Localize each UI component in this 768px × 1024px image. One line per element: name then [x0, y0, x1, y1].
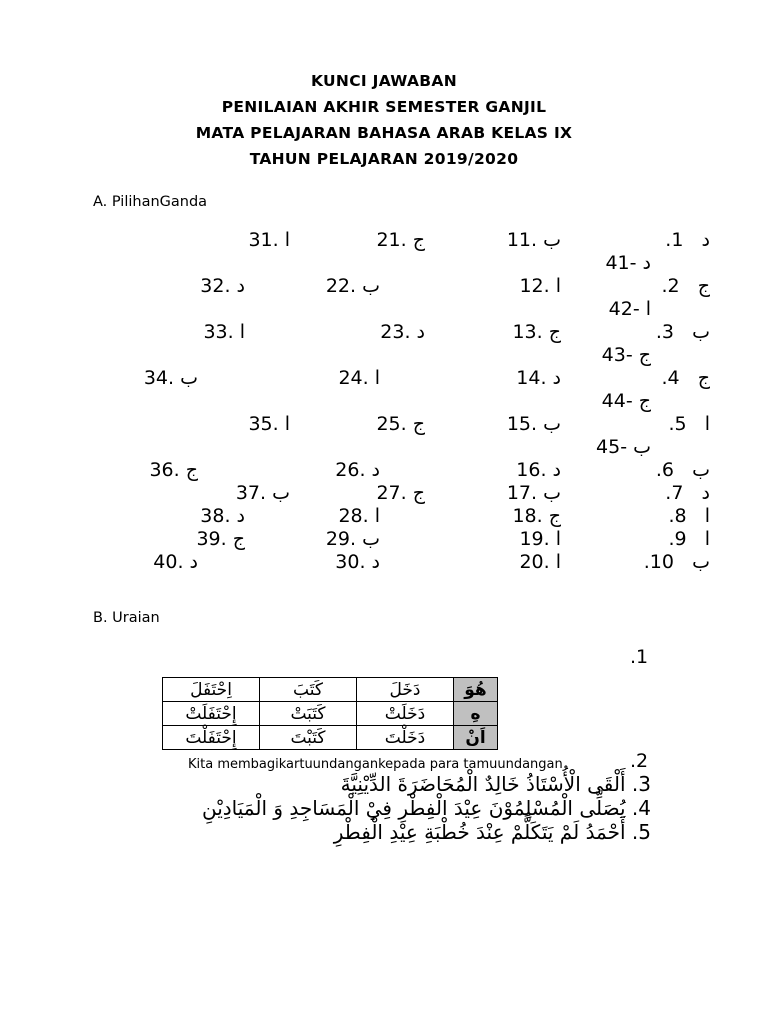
table-cell: كَتَبَتْ [260, 702, 357, 726]
answer-item: ا .35 [248, 413, 290, 435]
answer-item: .8 ا [668, 505, 710, 527]
table-cell: دَخَلْتَ [357, 726, 454, 750]
essay-answer-2: Kita membagikartuundangankepada para tamuundangan [188, 757, 563, 772]
answer-item: ب .29 [325, 528, 380, 550]
answer-item: ج .36 [149, 459, 198, 481]
answer-item: د .38 [200, 505, 245, 527]
answer-item: ب .17 [506, 482, 561, 504]
answer-item: .4 ج [661, 367, 710, 389]
table-row [163, 702, 498, 726]
answer-item: ا .31 [248, 229, 290, 251]
conjugation-table [162, 677, 498, 750]
answer-item: 44- ج [601, 390, 651, 412]
pronoun-cell: هِ [454, 702, 498, 726]
answer-item: .2 ج [661, 275, 710, 297]
answer-item: .9 ا [668, 528, 710, 550]
answer-item: ب .15 [506, 413, 561, 435]
answer-item: ا .12 [519, 275, 561, 297]
pronoun-cell: هُوَ [454, 678, 498, 702]
answer-item: ا .24 [338, 367, 380, 389]
pronoun-cell: اَنْ [454, 726, 498, 750]
table-cell: إِحْتَفَلَتْ [163, 702, 260, 726]
table-cell: اِحْتَفَلَ [163, 678, 260, 702]
essay-answer-3: 3. أَلْقَى الْأُسْتَاذُ خَالِدٌ الْمُحَاضَرَةَ الدِّيْنِيَّةَ [340, 772, 651, 796]
answer-item: 43- ج [601, 344, 651, 366]
table-cell: دَخَلَتْ [357, 702, 454, 726]
answer-item: ج .18 [512, 505, 561, 527]
essay-number-1: .1 [630, 646, 649, 668]
answer-item: د .40 [153, 551, 198, 573]
answer-item: ا .19 [519, 528, 561, 550]
answer-item: د .30 [335, 551, 380, 573]
answer-item: ا .28 [338, 505, 380, 527]
answer-item: ب .34 [143, 367, 198, 389]
table-cell: كَتَبَ [260, 678, 357, 702]
answer-item: .7 د [665, 482, 710, 504]
answer-item: ج .39 [196, 528, 245, 550]
answer-item: ا .20 [519, 551, 561, 573]
table-row [163, 678, 498, 702]
section-b-heading: B. Uraian [93, 610, 160, 626]
answer-item: ج .13 [512, 321, 561, 343]
answer-item: ج .21 [376, 229, 425, 251]
answer-item: 41- د [605, 252, 651, 274]
answer-item: .1 د [665, 229, 710, 251]
answer-item: 42- ا [608, 298, 651, 320]
essay-answer-4: 4. يُصَلِّى الْمُسْلِمُوْنَ عِيْدَ الْفِطْرِ فِيْ الْمَسَاجِدِ وَ الْمَيَادِيْنِ [201, 796, 651, 820]
title-line-4: TAHUN PELAJARAN 2019/2020 [249, 150, 519, 168]
answer-item: د .16 [516, 459, 561, 481]
table-cell: إِحْتَفَلْتَ [163, 726, 260, 750]
title-line-3: MATA PELAJARAN BAHASA ARAB KELAS IX [195, 124, 573, 142]
answer-item: .3 ب [655, 321, 710, 343]
answer-item: .6 ب [655, 459, 710, 481]
table-row [163, 726, 498, 750]
answer-item: ب .37 [235, 482, 290, 504]
section-a-heading: A. PilihanGanda [93, 194, 208, 210]
essay-number-2: .2 [630, 750, 649, 772]
answer-item: د .23 [380, 321, 425, 343]
answer-item: د .32 [200, 275, 245, 297]
answer-item: د .26 [335, 459, 380, 481]
answer-item: ب .11 [506, 229, 561, 251]
title-line-2: PENILAIAN AKHIR SEMESTER GANJIL [221, 98, 547, 116]
essay-answer-5: 5. أَحْمَدُ لَمْ يَتَكَلَّمْ عِنْدَ خُطْبَةِ عِيْدِ الْفِطْرِ [333, 820, 651, 844]
answer-item: .5 ا [668, 413, 710, 435]
answer-item: د .14 [516, 367, 561, 389]
table-cell: كَتَبْتَ [260, 726, 357, 750]
answer-item: ج .27 [376, 482, 425, 504]
answer-item: .10 ب [643, 551, 710, 573]
answer-item: 45- ب [596, 436, 651, 458]
answer-item: ب .22 [325, 275, 380, 297]
title-line-1: KUNCI JAWABAN [311, 72, 457, 90]
answer-item: ج .25 [376, 413, 425, 435]
answer-item: ا .33 [203, 321, 245, 343]
table-cell: دَخَلَ [357, 678, 454, 702]
